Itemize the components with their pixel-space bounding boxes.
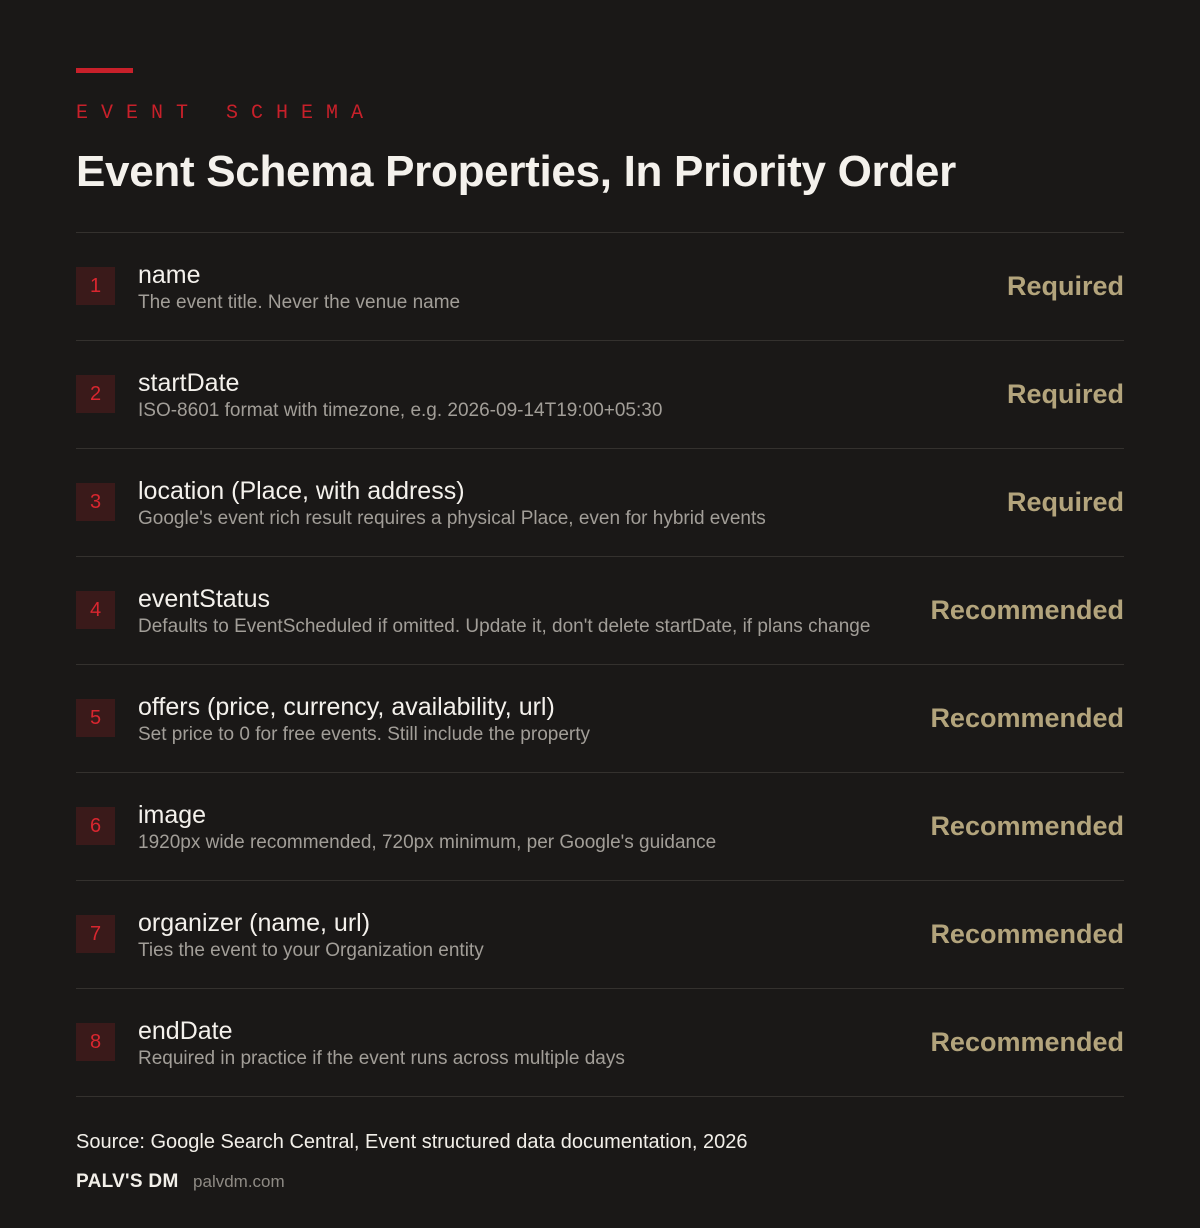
priority-number-badge: 4 — [76, 591, 115, 629]
property-text — [138, 800, 904, 855]
status-label: Required — [1006, 271, 1124, 301]
property-name: organizer (name, url) — [138, 909, 371, 937]
brand-name: PALV'S DM — [76, 1171, 179, 1192]
property-name: endDate — [138, 1017, 233, 1045]
property-description: Google's event rich result requires a physical Place, even for hybrid events — [138, 508, 766, 529]
property-description: Defaults to EventScheduled if omitted. Update it, don't delete startDate, if plans change — [138, 616, 871, 637]
property-text — [138, 584, 904, 639]
property-row — [76, 989, 1124, 1097]
priority-number-badge: 6 — [76, 807, 115, 845]
property-row — [76, 341, 1124, 449]
property-text — [138, 260, 904, 315]
property-description: 1920px wide recommended, 720px minimum, per Google's guidance — [138, 832, 717, 853]
property-row — [76, 449, 1124, 557]
page-title: Event Schema Properties, In Priority Order — [76, 147, 956, 196]
property-description: The event title. Never the venue name — [138, 292, 461, 313]
property-name: image — [138, 801, 207, 829]
priority-number-badge: 2 — [76, 375, 115, 413]
property-row — [76, 557, 1124, 665]
property-name: location (Place, with address) — [138, 477, 465, 505]
priority-number-badge: 3 — [76, 483, 115, 521]
status-label: Required — [1006, 487, 1124, 517]
status-label: Required — [1006, 379, 1124, 409]
property-description: Set price to 0 for free events. Still include the property — [138, 724, 591, 745]
status-label: Recommended — [930, 595, 1124, 625]
eyebrow-label: EVENT SCHEMA — [76, 102, 377, 125]
site-url: palvdm.com — [193, 1172, 285, 1191]
property-text — [138, 368, 904, 423]
property-description: Ties the event to your Organization entity — [138, 940, 484, 961]
property-list — [76, 232, 1124, 1097]
priority-number-badge: 8 — [76, 1023, 115, 1061]
property-row — [76, 665, 1124, 773]
property-name: eventStatus — [138, 585, 271, 613]
status-label: Recommended — [930, 811, 1124, 841]
property-name: name — [138, 261, 201, 289]
property-description: ISO-8601 format with timezone, e.g. 2026-09-14T19:00+05:30 — [138, 400, 663, 421]
source-citation: Source: Google Search Central, Event structured data documentation, 2026 — [76, 1131, 748, 1153]
property-row — [76, 773, 1124, 881]
accent-bar — [76, 68, 133, 73]
priority-number-badge: 7 — [76, 915, 115, 953]
priority-number-badge: 5 — [76, 699, 115, 737]
status-label: Recommended — [930, 1027, 1124, 1057]
property-name: startDate — [138, 369, 240, 397]
status-label: Recommended — [930, 703, 1124, 733]
priority-number-badge: 1 — [76, 267, 115, 305]
property-text — [138, 692, 904, 747]
footer-brand — [76, 1170, 285, 1195]
property-text — [138, 908, 904, 963]
property-description: Required in practice if the event runs across multiple days — [138, 1048, 625, 1069]
property-name: offers (price, currency, availability, url) — [138, 693, 555, 721]
property-text — [138, 476, 904, 531]
status-label: Recommended — [930, 919, 1124, 949]
property-row — [76, 233, 1124, 341]
property-text — [138, 1016, 904, 1071]
property-row — [76, 881, 1124, 989]
